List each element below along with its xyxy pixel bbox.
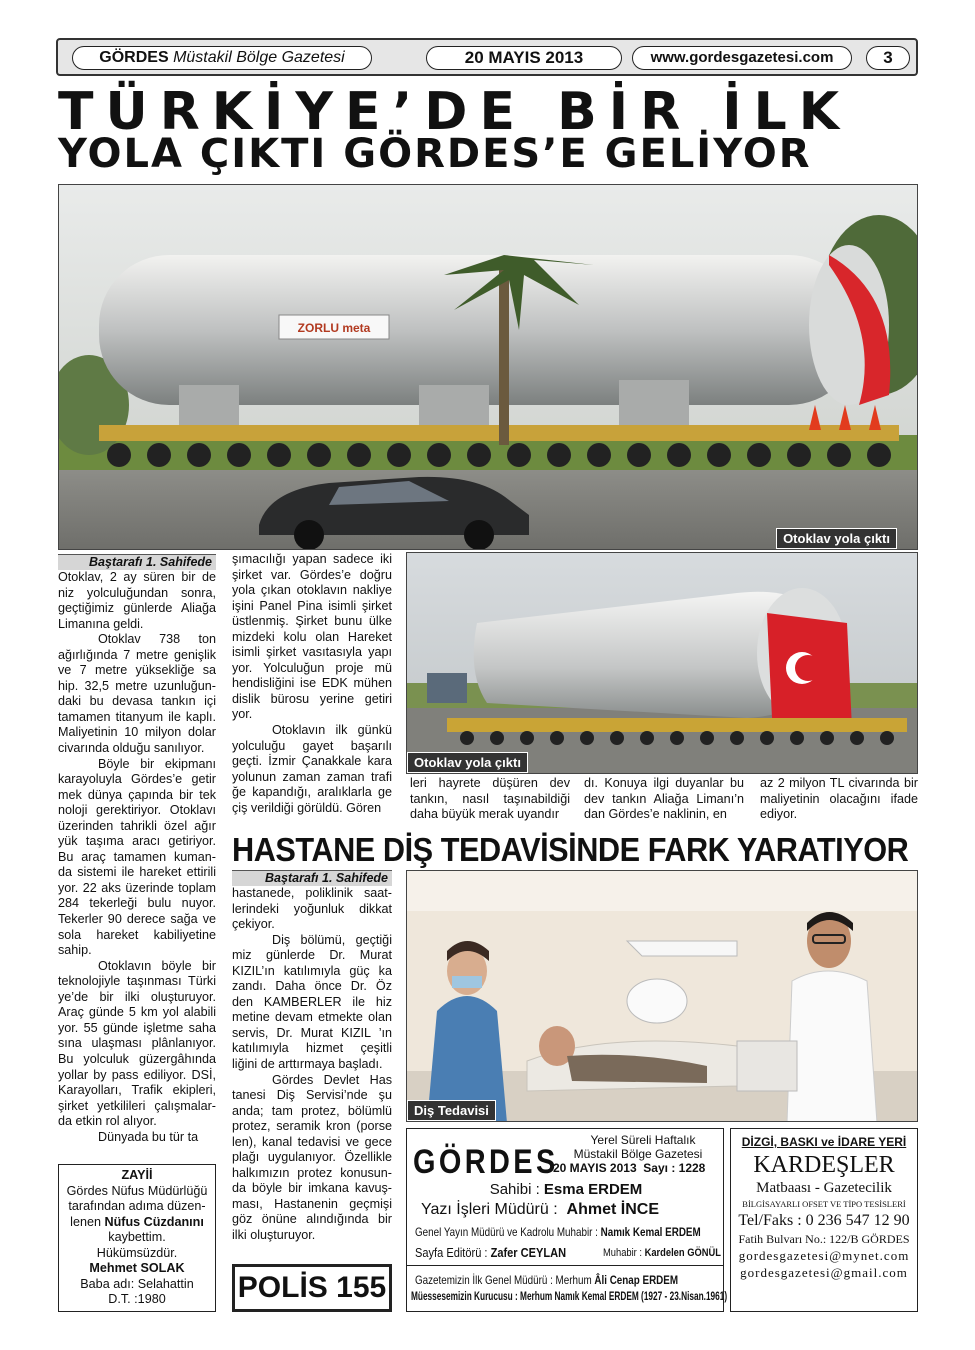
owner-name: Esma ERDEM [543,1181,643,1198]
masthead-date-line [553,1161,705,1175]
masthead-box [406,1128,728,1312]
print-sub: Matbaası - Gazetecilik [756,1180,892,1196]
second-story-kicker: Baştarafı 1. Sahifede [232,870,392,886]
notice-title: ZAYİİ [121,1168,153,1182]
main-story-column2 [232,552,392,816]
notice-line1: Gördes Nüfus Müdürlüğü tarafından adıma düzen- [66,1183,208,1213]
masthead-founder1-line [415,1273,678,1287]
second-photo-illustration [407,553,918,774]
second-story-paragraph: Diş bölümü, geçtiği miz günlerde Dr. Murat KIZIL’ın katılımıyla güç ka zandı. Daha önce Dr. Öz den KAMBERLER ile hiz metine devam etmekte olan servis, Dr. Murat KIZIL ’ın katılımıyla hizmet çeşitli liğini de arttırmaya başladı. [232,932,392,1072]
second-photo-caption: Otoklav yola çıktı [407,752,528,773]
founder1-label: Gazetemizin İlk Genel Müdürü : Merhum [415,1273,592,1287]
page-editor-name: Zafer CEYLAN [490,1245,567,1260]
paper-name-pill [72,46,372,70]
masthead-issue: Sayı : 1228 [643,1161,706,1175]
page-number: 3 [866,46,910,70]
masthead-tag2: Müstakil Bölge Gazetesi [573,1147,703,1161]
editor-label: Yazı İşleri Müdürü : [421,1201,558,1218]
second-headline: HASTANE DİŞ TEDAVİSİNDE FARK YARATIYOR [232,831,909,868]
second-story-column [232,870,392,1244]
notice-line2-bold: Nüfus Cüzdanını [104,1214,204,1229]
notice-line3: kaybettim. [108,1230,166,1244]
col1-paragraph: Dünyada bu tür ta [98,1129,199,1144]
col1-paragraph: Otoklav 738 ton ağırlığında 7 metre genişlik ve 7 metre yüksekliğe sa hip. 32,5 metre uzunluğun-daki bu devasa tankın içi tamamen titanyum ile kaplı. Maliyetinin 10 milyon dolar civarında olduğu sanılıyor. [58,632,216,756]
print-address: Fatih Bulvarı No.: 122/B GÖRDES [738,1232,910,1246]
police-box: POLİS 155 [232,1264,392,1312]
print-email1[interactable]: gordesgazetesi@mynet.com [738,1248,910,1263]
main-headline-line1: TÜRKİYE’DE BİR İLK [58,82,852,142]
notice-name: Mehmet SOLAK [89,1261,185,1275]
header-website[interactable]: www.gordesgazetesi.com [632,46,852,70]
masthead-founder2-line: Müessesemizin Kurucusu : Merhum Namık Kemal ERDEM (1927 - 23.Nisan.1961) [411,1291,728,1303]
column1-text [58,570,216,1145]
notice-box [58,1164,216,1312]
main-photo-otoklav [58,184,918,550]
masthead-gm-line [415,1225,701,1239]
print-title: DİZGİ, BASKI ve İDARE YERİ [741,1135,907,1149]
main-photo-caption: Otoklav yola çıktı [776,528,897,549]
main-headline-line2: YOLA ÇIKTI GÖRDES’E GELİYOR [58,131,812,177]
notice-birth: D.T. :1980 [108,1292,166,1306]
reporter-name: Kardelen GÖNÜL [644,1247,721,1259]
col1-paragraph: Böyle bir ekipmanı karayoluyla Gördes’e getir mek dünya çapında bir tek noloji gerektiriyor. Otoklavı üzerinden tahrikli özel ağır yük taşıma aracı getiriyor. Bu araç tamamen kuman-da sistemi ile hareket ettirili yor. 22 aks üzerinde toplam 284 tekerleği bulu nuyor. Tekerler 90 derece sağa ve sola hareket kabiliyetine sahip. [58,756,216,958]
reporter-label: Muhabir : [603,1247,642,1259]
col1-paragraph: Otoklav, 2 ay süren bir de niz yolculuğundan sonra, geçtiğimiz günlerde Aliağa Limanına geldi. [58,570,216,631]
notice-line2-prefix: lenen [70,1214,105,1229]
main-story-column4: dı. Konuya ilgi duyanlar bu dev tankın Aliağa Limanı’n dan Gördes’e naklinin, en [584,776,744,822]
masthead-editor-line [421,1201,659,1219]
second-story-paragraph: hastanede, poliklinik saat-lerindeki yoğunluk dikkat çekiyor. [232,886,392,932]
masthead-date: 20 MAYIS 2013 [553,1161,637,1175]
col2-paragraph: Otoklavın ilk günkü yolculuğu gayet başarılı geçti. İzmir Çanakkale kara yolunun zaman zaman trafi ğe kapandığı, aralıklarla ge çiş verildiği görüldü. Gören [232,723,392,815]
print-tel: Tel/Faks : 0 236 547 12 90 [738,1212,910,1229]
print-sub2: BİLGİSAYARLI OFSET VE TİPO TESİSLERİ [742,1199,906,1209]
owner-label: Sahibi : [489,1181,540,1198]
main-story-column1 [58,554,216,1145]
main-story-column3: leri hayrete düşüren dev tankın, nasıl taşınabildiği daha büyük merak uyandır [410,776,570,822]
gm-label: Genel Yayın Müdürü ve Kadrolu Muhabir : [415,1225,598,1239]
col2-paragraph: şımacılığı yapan sadece iki şirket var. Gördes’e doğru yola çıkan otoklavın nakliye işini Panel Pina isimli şirket üstlenmiş. Şirket bunu ülke mizdeki kolu olan Hareket isimli şirket vasıtasıyla yapı yor. Yolculuğun proje mü hendisliğini ise EDK mühen dislik bürosu yerine getiri yor. [232,552,392,722]
masthead-tag1: Yerel Süreli Haftalık [590,1133,696,1147]
second-story-paragraph: Gördes Devlet Has tanesi Diş Servisi’nde şu anda; tam protez, bölümlü protez, seramik kron (porse len), kanal tedavisi ve gece plağı uygulanıyor. Özellikle halkımızın protez konusun-da böyle bir imkana kavuş-ması, Hastanenin geçmişi göz önüne alındığında bir ilki oluşturuyor. [232,1072,392,1243]
main-story-column5: az 2 milyon TL civarında bir maliyetinin olacağını ifade ediyor. [760,776,918,822]
dental-photo-illustration [407,871,918,1122]
masthead-page-editor-line [415,1245,566,1260]
print-box [730,1128,918,1312]
masthead-divider [407,1265,723,1266]
masthead-reporter-line [603,1247,721,1259]
paper-subtitle: Müstakil Bölge Gazetesi [173,49,345,66]
main-story-kicker: Baştarafı 1. Sahifede [58,554,216,570]
main-photo-illustration [59,185,918,550]
print-email2[interactable]: gordesgazetesi@gmail.com [740,1265,908,1280]
editor-name: Ahmet İNCE [566,1201,659,1218]
founder1-name: Âli Cenap ERDEM [594,1273,679,1287]
header-date: 20 MAYIS 2013 [426,46,622,70]
paper-name: GÖRDES [99,49,169,66]
dental-photo-caption: Diş Tedavisi [407,1100,496,1121]
second-photo-otoklav [406,552,918,774]
tank-brand-label: ZORLU meta [297,321,371,335]
notice-line4: Hükümsüzdür. [96,1245,178,1260]
second-story-text [232,886,392,1244]
print-name: KARDEŞLER [753,1152,895,1178]
dental-photo [406,870,918,1122]
notice-line2 [59,1215,215,1231]
page-editor-label: Sayfa Editörü : [415,1245,488,1260]
masthead-owner-line [407,1181,725,1198]
col1-paragraph: Otoklavın böyle bir teknolojiyle taşınması Türki ye’de bir ilki oluşturuyor. Araç günde 5 km yol alabili yor. 55 günde işletme saha sına ulaşması plânlanıyor. Bu yolculuk güzergâhında yollar by pass ediliyor. DSİ, Karayolları, Trafik ekipleri, şirket yetkilileri çalışmalar-da etkin rol alıyor. [58,958,216,1129]
notice-father: Baba adı: Selahattin [80,1276,194,1291]
gm-name: Namık Kemal ERDEM [600,1225,701,1239]
masthead-logo: GÖRDES [413,1143,559,1181]
